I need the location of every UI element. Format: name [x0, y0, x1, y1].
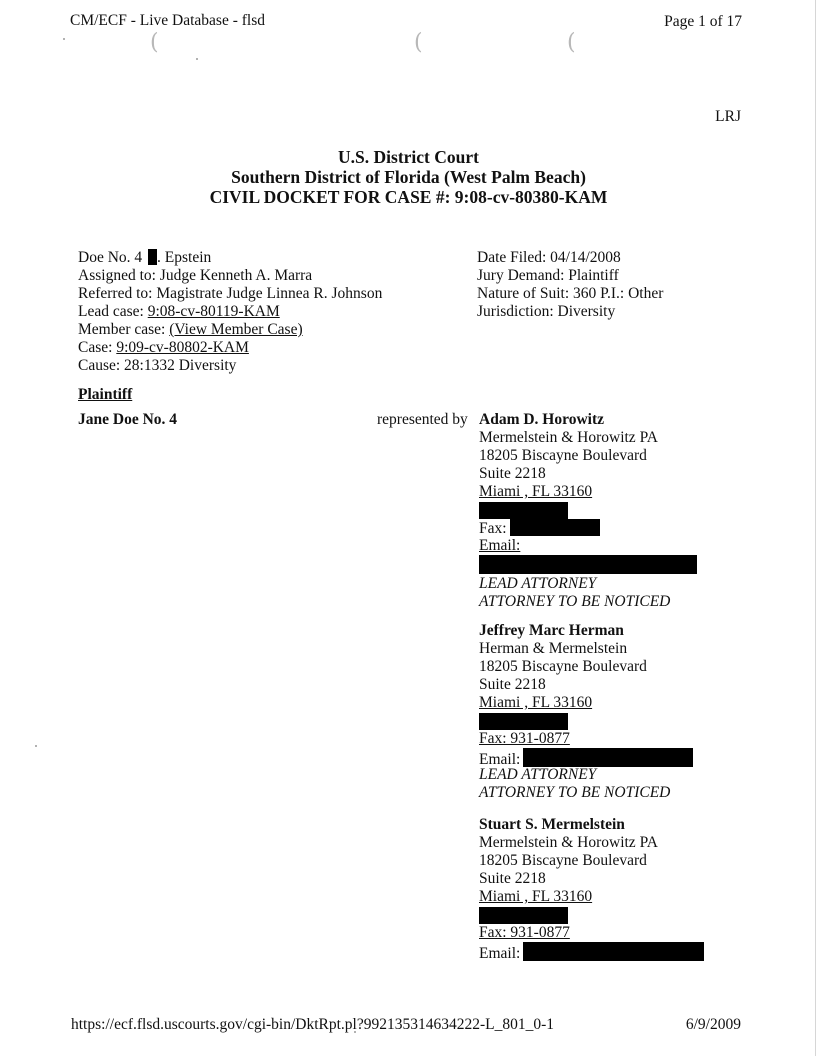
header-initials: LRJ — [715, 108, 741, 125]
redaction-block — [479, 713, 568, 730]
attorney-firm: Mermelstein & Horowitz PA — [479, 429, 658, 446]
redaction-block — [510, 519, 600, 536]
attorney-firm: Mermelstein & Horowitz PA — [479, 834, 658, 851]
scan-speck — [63, 38, 65, 40]
attorney-email-row — [479, 942, 704, 960]
attorney-name: Stuart S. Mermelstein — [479, 816, 625, 833]
member-case-link[interactable]: 9:09-cv-80802-KAM — [116, 339, 249, 356]
scan-artifact: ( — [150, 30, 159, 55]
member-case — [78, 321, 382, 339]
member-case-number — [78, 339, 382, 357]
attorney-email: Email: — [479, 537, 521, 554]
case-info-right — [477, 249, 663, 321]
attorney-street: 18205 Biscayne Boulevard — [479, 447, 647, 464]
scan-speck — [196, 58, 198, 60]
nature-of-suit: Nature of Suit: 360 P.I.: Other — [477, 285, 664, 302]
attorney-role-lead: LEAD ATTORNEY — [479, 575, 597, 592]
attorney-fax: Fax: 931-0877 — [479, 730, 570, 747]
attorney-block — [479, 816, 704, 960]
jury-demand: Jury Demand: Plaintiff — [477, 267, 619, 284]
attorney-street: 18205 Biscayne Boulevard — [479, 852, 647, 869]
cause: Cause: 28:1332 Diversity — [78, 357, 237, 374]
scan-speck — [35, 745, 37, 747]
fax-label: Fax: — [479, 520, 507, 537]
caption-plaintiff: Doe No. 4 — [78, 249, 143, 266]
attorney-block — [479, 622, 693, 802]
email-label: Email: — [479, 751, 521, 768]
case-caption — [78, 249, 382, 267]
attorney-role-notice: ATTORNEY TO BE NOTICED — [479, 784, 671, 801]
redaction-block — [479, 555, 697, 574]
case-label: Case: — [78, 339, 117, 356]
redaction-block — [523, 942, 704, 961]
attorney-suite: Suite 2218 — [479, 870, 546, 887]
lead-case-label: Lead case: — [78, 303, 148, 320]
date-filed: Date Filed: 04/14/2008 — [477, 249, 621, 266]
assigned-judge: Assigned to: Judge Kenneth A. Marra — [78, 267, 313, 284]
header-page-number: Page 1 of 17 — [664, 13, 742, 30]
attorney-fax: Fax: 931-0877 — [479, 924, 570, 941]
redaction-block — [523, 748, 693, 767]
attorney-city: Miami , FL 33160 — [479, 888, 593, 905]
caption-defendant: . Epstein — [157, 249, 212, 266]
attorney-email-row — [479, 748, 693, 766]
referred-judge: Referred to: Magistrate Judge Linnea R. Johnson — [78, 285, 383, 302]
attorney-city: Miami , FL 33160 — [479, 483, 593, 500]
scan-artifact: ( — [414, 30, 423, 55]
redaction-block — [479, 907, 568, 924]
case-title: CIVIL DOCKET FOR CASE #: 9:08-cv-80380-KAM — [209, 187, 608, 207]
attorney-city: Miami , FL 33160 — [479, 694, 593, 711]
case-info-left — [78, 249, 382, 375]
lead-case — [78, 303, 382, 321]
footer-url: https://ecf.flsd.uscourts.gov/cgi-bin/DktRpt.pl?992135314634222-L_801_0-1 — [71, 1016, 555, 1033]
redaction-block — [148, 249, 157, 265]
attorney-role-notice: ATTORNEY TO BE NOTICED — [479, 593, 671, 610]
attorney-suite: Suite 2218 — [479, 676, 546, 693]
represented-by-label: represented by — [377, 411, 468, 428]
jurisdiction: Jurisdiction: Diversity — [477, 303, 616, 320]
redaction-block — [479, 502, 568, 519]
header-source: CM/ECF - Live Database - flsd — [70, 12, 266, 29]
attorney-name: Adam D. Horowitz — [479, 411, 604, 428]
party-name: Jane Doe No. 4 — [78, 411, 178, 428]
email-label: Email: — [479, 945, 521, 962]
party-heading: Plaintiff — [78, 386, 133, 403]
attorney-suite: Suite 2218 — [479, 465, 546, 482]
attorney-fax — [479, 519, 697, 537]
attorney-firm: Herman & Mermelstein — [479, 640, 628, 657]
court-name: U.S. District Court — [338, 147, 479, 167]
attorney-name: Jeffrey Marc Herman — [479, 622, 624, 639]
court-district: Southern District of Florida (West Palm Beach) — [231, 167, 586, 187]
member-case-label: Member case: — [78, 321, 170, 338]
scan-artifact: ( — [567, 30, 576, 55]
attorney-role-lead: LEAD ATTORNEY — [479, 766, 597, 783]
attorney-street: 18205 Biscayne Boulevard — [479, 658, 647, 675]
attorney-block — [479, 411, 697, 611]
lead-case-link[interactable]: 9:08-cv-80119-KAM — [147, 303, 280, 320]
view-member-case-link[interactable]: (View Member Case) — [169, 321, 303, 338]
footer-date: 6/9/2009 — [685, 1016, 741, 1033]
